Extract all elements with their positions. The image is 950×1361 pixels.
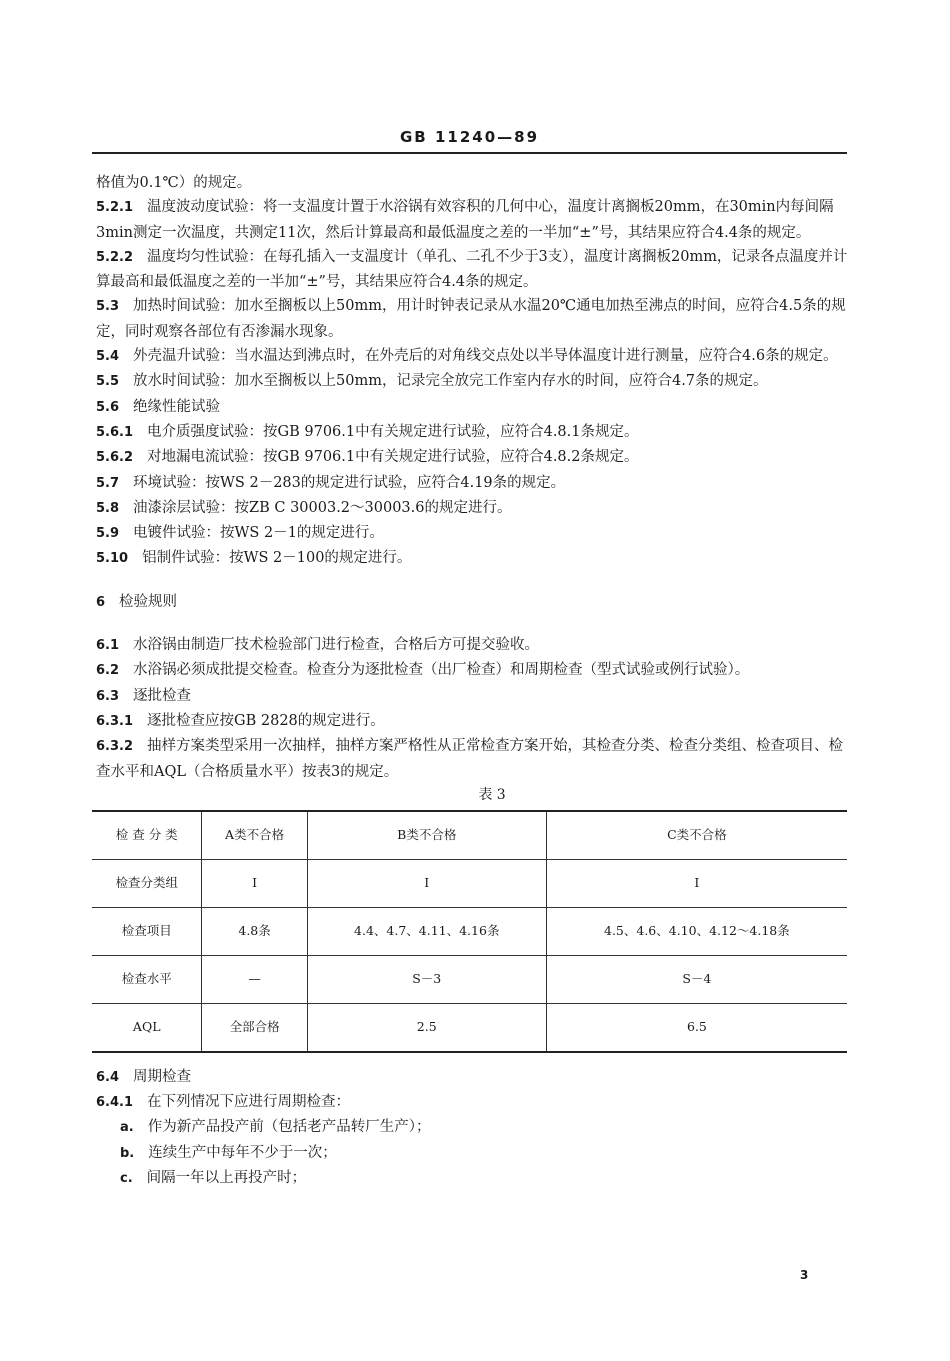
table-cell: I	[202, 859, 307, 907]
section-6-4	[96, 1065, 848, 1191]
paragraph-5-5	[96, 369, 848, 394]
header-cell: B类不合格	[307, 811, 546, 860]
item-text: 间隔一年以上再投产时；	[146, 1170, 307, 1187]
header-rule	[92, 152, 847, 154]
clause-number: 6.1	[96, 638, 120, 654]
paragraph-5-10	[96, 546, 848, 571]
list-item	[120, 1166, 848, 1191]
clause-number: 5.2.2	[96, 249, 134, 265]
paragraph-text: 电介质强度试验：按GB 9706.1中有关规定进行试验，应符合4.8.1条规定。	[147, 423, 639, 440]
paragraph-text: 环境试验：按WS 2－283的规定进行试验，应符合4.19条的规定。	[133, 474, 566, 491]
header-cell: A类不合格	[202, 811, 307, 860]
clause-number: 5.6.2	[96, 450, 134, 466]
clause-number: 5.8	[96, 500, 120, 516]
paragraph-6-3	[96, 684, 848, 709]
spacer	[96, 615, 848, 633]
section-number: 6	[96, 594, 106, 610]
paragraph-5-8	[96, 496, 848, 521]
clause-number: 6.4	[96, 1069, 120, 1085]
document-body	[96, 171, 848, 1191]
document-header: GB 11240—89	[399, 128, 540, 146]
table-cell: 4.8条	[202, 907, 307, 955]
spacer	[96, 572, 848, 590]
paragraph-text: 铝制件试验：按WS 2－100的规定进行。	[142, 550, 412, 567]
paragraph-5-6-1	[96, 420, 848, 445]
table-cell: 全部合格	[202, 1003, 307, 1052]
table-cell: 4.5、4.6、4.10、4.12～4.18条	[546, 907, 847, 955]
paragraph-5-6-2	[96, 445, 848, 470]
clause-number: 5.6	[96, 399, 120, 415]
paragraph-6-4-1	[96, 1090, 848, 1115]
paragraph-text: 周期检查	[133, 1068, 192, 1085]
paragraph-5-7	[96, 471, 848, 496]
table-caption: 表 3	[478, 786, 506, 803]
clause-number: 5.7	[96, 475, 120, 491]
table-row	[92, 955, 847, 1003]
table-header-row	[92, 811, 847, 860]
item-marker: c.	[120, 1171, 133, 1187]
paragraph-5-4	[96, 344, 848, 369]
clause-number: 6.3	[96, 688, 120, 704]
paragraph-5-3	[96, 294, 848, 344]
header-cell: C类不合格	[546, 811, 847, 860]
table-cell: 2.5	[307, 1003, 546, 1052]
item-text: 连续生产中每年不少于一次；	[148, 1144, 337, 1161]
paragraph-6-1	[96, 633, 848, 658]
clause-number: 6.2	[96, 663, 120, 679]
paragraph-text: 放水时间试验：加水至搁板以上50mm，记录完全放完工作室内存水的时间，应符合4.7条的规定。	[133, 373, 768, 390]
clause-number: 5.5	[96, 374, 120, 390]
paragraph-text: 外壳温升试验：当水温达到沸点时，在外壳后的对角线交点处以半导体温度计进行测量，应符合4.6条的规定。	[133, 348, 838, 365]
section-6-heading	[96, 590, 848, 615]
clause-number: 5.4	[96, 349, 120, 365]
table-cell: 检查水平	[92, 955, 202, 1003]
paragraph-text: 加热时间试验：加水至搁板以上50mm，用计时钟表记录从水温20℃通电加热至沸点的时间，应符合4.5条的规定，同时观察各部位有否渗漏水现象。	[96, 298, 846, 340]
table-row	[92, 859, 847, 907]
clause-number: 6.3.1	[96, 713, 134, 729]
clause-number: 5.3	[96, 299, 120, 315]
table-row	[92, 907, 847, 955]
paragraph-5-6	[96, 395, 848, 420]
table-cell: AQL	[92, 1003, 202, 1052]
paragraph-text: 温度均匀性试验：在每孔插入一支温度计（单孔、二孔不少于3支），温度计离搁板20mm，记录各点温度并计算最高和最低温度之差的一半加“±”号，其结果应符合4.4条的规定。	[96, 248, 848, 291]
list-item	[120, 1141, 848, 1166]
paragraph-6-3-1	[96, 709, 848, 734]
section-title: 检验规则	[119, 593, 178, 610]
paragraph-6-2	[96, 658, 848, 683]
paragraph-text: 对地漏电流试验：按GB 9706.1中有关规定进行试验，应符合4.8.2条规定。	[147, 449, 639, 466]
inspection-table	[92, 810, 847, 1053]
paragraph-5-2-1	[96, 195, 848, 245]
page-number: 3	[800, 1268, 809, 1282]
paragraph-text: 水浴锅必须成批提交检查。检查分为逐批检查（出厂检查）和周期检查（型式试验或例行试验）。	[133, 662, 750, 679]
list-item	[120, 1115, 848, 1140]
clause-number: 6.3.2	[96, 739, 134, 755]
clause-number: 5.10	[96, 551, 129, 567]
table-cell: 检查分类组	[92, 859, 202, 907]
paragraph	[96, 171, 848, 195]
table-row	[92, 1003, 847, 1052]
clause-number: 6.4.1	[96, 1095, 134, 1111]
paragraph-6-3-2	[96, 734, 848, 784]
table-cell: I	[307, 859, 546, 907]
table-cell: I	[546, 859, 847, 907]
paragraph-text: 逐批检查应按GB 2828的规定进行。	[147, 712, 385, 729]
paragraph-text: 格值为0.1℃）的规定。	[96, 175, 252, 191]
paragraph-6-4	[96, 1065, 848, 1090]
header-cell: 检 查 分 类	[92, 811, 202, 860]
clause-number: 5.6.1	[96, 424, 134, 440]
table-cell: 6.5	[546, 1003, 847, 1052]
paragraph-text: 温度波动度试验：将一支温度计置于水浴锅有效容积的几何中心，温度计离搁板20mm，在30min内每间隔3min测定一次温度，共测定11次，然后计算最高和最低温度之差的一半加“±”号，其结果应符合4.4条的规定。	[96, 199, 834, 241]
table-cell: S－4	[546, 955, 847, 1003]
paragraph-text: 逐批检查	[133, 687, 192, 704]
item-marker: b.	[120, 1145, 135, 1161]
paragraph-5-9	[96, 521, 848, 546]
clause-number: 5.9	[96, 526, 120, 542]
paragraph-text: 在下列情况下应进行周期检查：	[147, 1094, 351, 1111]
paragraph-text: 抽样方案类型采用一次抽样，抽样方案严格性从正常检查方案开始，其检查分类、检查分类组、检查项目、检查水平和AQL（合格质量水平）按表3的规定。	[96, 738, 844, 780]
paragraph-text: 绝缘性能试验	[133, 398, 221, 415]
paragraph-text: 电镀件试验：按WS 2－1的规定进行。	[133, 525, 384, 542]
table-cell: 4.4、4.7、4.11、4.16条	[307, 907, 546, 955]
paragraph-text: 油漆涂层试验：按ZB C 30003.2～30003.6的规定进行。	[133, 499, 512, 516]
paragraph-text: 水浴锅由制造厂技术检验部门进行检查，合格后方可提交验收。	[133, 637, 540, 654]
condition-list	[96, 1115, 848, 1191]
item-marker: a.	[120, 1120, 134, 1136]
table-cell: 检查项目	[92, 907, 202, 955]
item-text: 作为新产品投产前（包括老产品转厂生产）；	[147, 1119, 431, 1136]
table-cell: —	[202, 955, 307, 1003]
table-cell: S－3	[307, 955, 546, 1003]
clause-number: 5.2.1	[96, 200, 134, 216]
paragraph-5-2-2	[96, 245, 848, 295]
